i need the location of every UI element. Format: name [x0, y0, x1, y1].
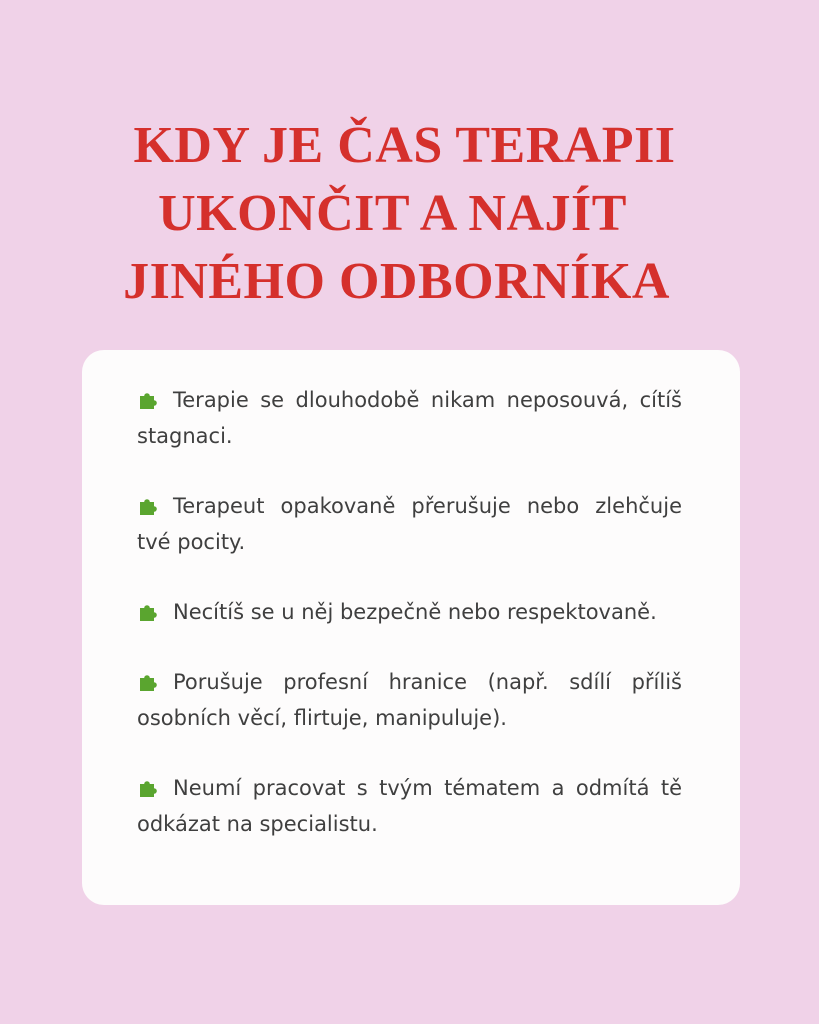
title-line: JINÉHO ODBORNÍKA [123, 253, 670, 310]
list-item-text: Terapie se dlouhodobě nikam neposouvá, cítíš stagnaci. [137, 388, 682, 448]
list-item-text: Neumí pracovat s tvým tématem a odmítá tě odkázat na specialistu. [137, 776, 682, 836]
list-item-text: Necítíš se u něj bezpečně nebo respektovaně. [173, 600, 657, 624]
list-item [137, 594, 682, 630]
list-item [137, 664, 682, 736]
list-item [137, 770, 682, 842]
page-title [0, 112, 819, 316]
puzzle-piece-icon [137, 493, 161, 517]
puzzle-piece-icon [137, 669, 161, 693]
title-line: KDY JE ČAS TERAPII [133, 117, 676, 174]
list-item-text: Porušuje profesní hranice (např. sdílí příliš osobních věcí, flirtuje, manipuluje). [137, 670, 682, 730]
puzzle-piece-icon [137, 775, 161, 799]
list-item [137, 488, 682, 560]
content-card [82, 350, 740, 905]
puzzle-piece-icon [137, 599, 161, 623]
list-item-text: Terapeut opakovaně přerušuje nebo zlehčuje tvé pocity. [137, 494, 682, 554]
title-line: UKONČIT A NAJÍT [158, 185, 627, 242]
list-item [137, 382, 682, 454]
puzzle-piece-icon [137, 387, 161, 411]
